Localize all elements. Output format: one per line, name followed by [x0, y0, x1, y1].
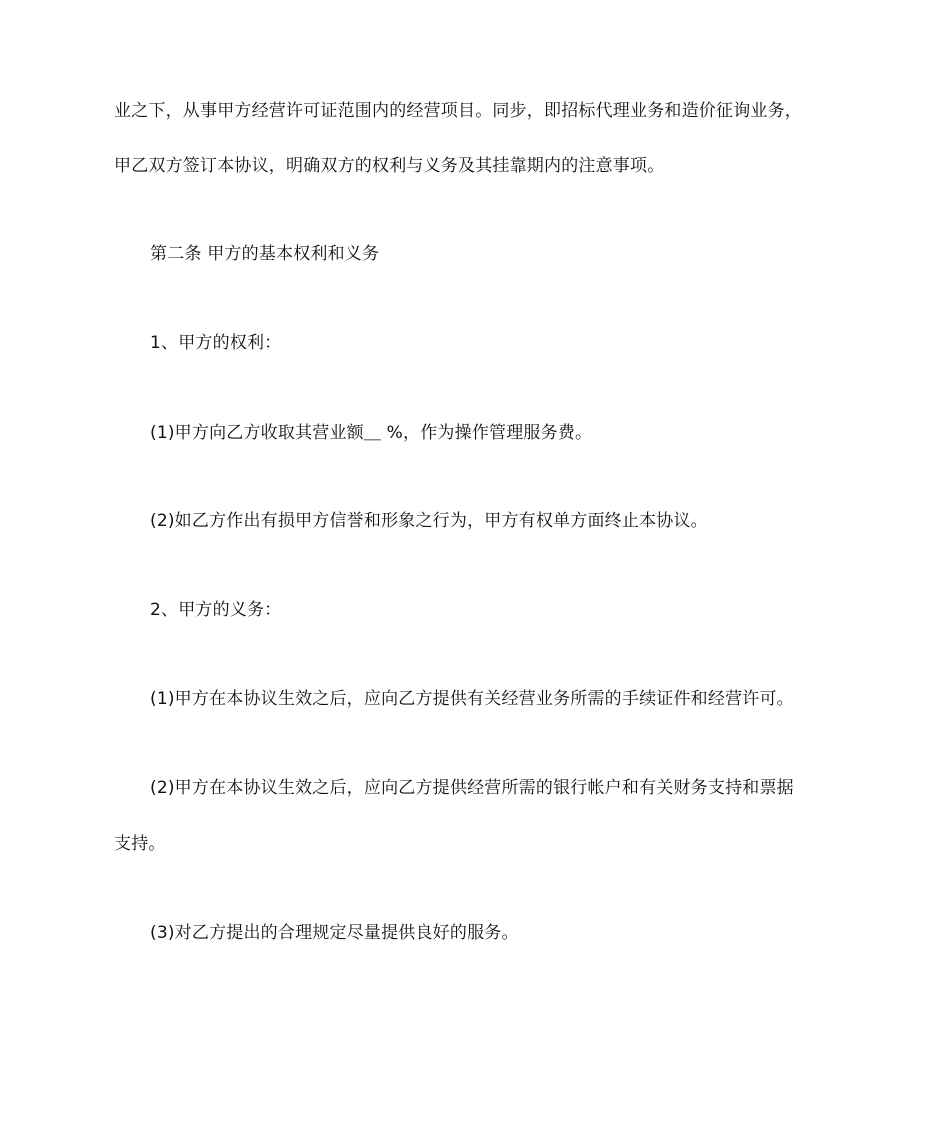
duties-item-continuation: 支持。 — [114, 834, 166, 854]
section-heading-duties: 2、甲方的义务： — [150, 600, 282, 620]
duties-item: (2)甲方在本协议生效之后，应向乙方提供经营所需的银行帐户和有关财务支持和票据 — [150, 778, 794, 798]
article-heading: 第二条 甲方的基本权利和义务 — [150, 244, 380, 264]
duties-item: (1)甲方在本协议生效之后，应向乙方提供有关经营业务所需的手续证件和经营许可。 — [150, 689, 794, 709]
rights-item: (1)甲方向乙方收取其营业额＿ %，作为操作管理服务费。 — [150, 423, 593, 443]
paragraph-line: 甲乙双方签订本协议，明确双方的权利与义务及其挂靠期内的注意事项。 — [114, 156, 665, 176]
duties-item: (3)对乙方提出的合理规定尽量提供良好的服务。 — [150, 923, 519, 943]
paragraph-line: 业之下，从事甲方经营许可证范围内的经营项目。同步，即招标代理业务和造价征询业务， — [114, 101, 802, 121]
section-heading-rights: 1、甲方的权利： — [150, 333, 282, 353]
rights-item: (2)如乙方作出有损甲方信誉和形象之行为，甲方有权单方面终止本协议。 — [150, 511, 708, 531]
